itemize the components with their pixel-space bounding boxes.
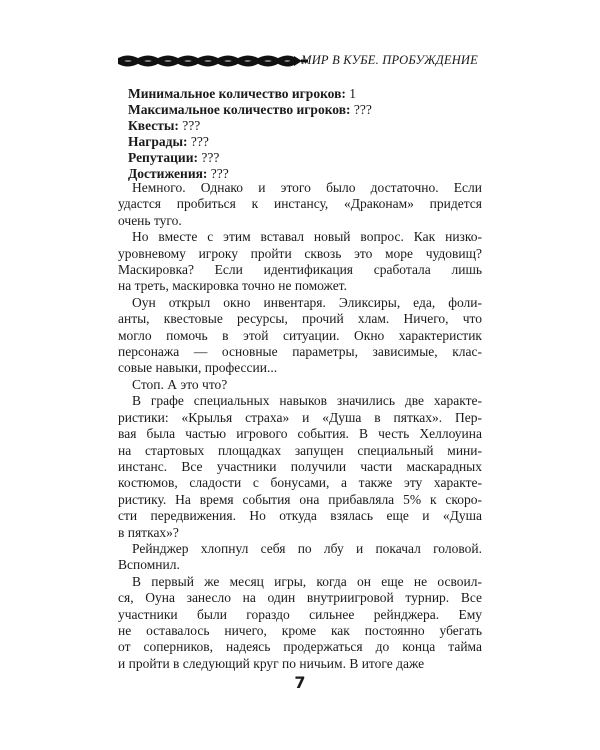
stat-label: Максимальное количество игроков: [128,102,351,117]
text-line: совые навыки, профессии... [118,360,278,376]
text-line: В графе специальных навыков значились две характе- [132,393,482,409]
stat-label: Награды: [128,134,188,149]
page-header [118,50,478,72]
text-line: инстанс. Все участники получили части маскарадных [118,458,482,474]
paragraph [118,541,482,574]
stat-line [128,86,468,102]
text-line: могло помочь в этой ситуации. Окно характеристик [118,327,482,343]
text-line: в пятках»? [118,524,179,540]
text-line: ся, Оуна занесло на один внутриигровой турнир. Все [118,590,482,606]
text-line: от соперников, надеясь продержаться до конца тайма [118,639,482,655]
stat-line [128,118,468,134]
text-line: Немного. Однако и этого было достаточно. Если [132,180,482,195]
paragraph [118,574,482,672]
text-line: очень туго. [118,212,182,228]
braided-rope-icon [118,54,308,68]
instance-stats [128,86,468,182]
text-line: не оставалось ничего, кроме как постоянно убегать [118,622,482,638]
stat-value: ??? [197,150,220,165]
text-line: сти передвижения. Но откуда взялась еще и «Душа [118,508,482,524]
stat-value: 1 [345,86,356,101]
stat-line [128,150,468,166]
text-line: В первый же месяц игры, когда он еще не освоил- [132,573,482,589]
text-line: вая была частью игрового события. В честь Хеллоуина [118,426,482,442]
text-line: ристику. На время события она прибавляла 5% к скоро- [118,491,482,507]
page-number: 7 [294,673,306,692]
body-text [118,180,482,672]
stat-value: ??? [187,134,209,149]
text-line: уровневому игроку пройти сквозь это море чудовищ? [118,245,482,261]
text-line: Оун открыл окно инвентаря. Эликсиры, еда, фоли- [132,294,482,310]
paragraph [118,180,482,229]
paragraph [118,229,482,295]
stat-line [128,102,468,118]
text-line: Стоп. А это что? [132,376,228,392]
stat-value: ??? [207,166,229,181]
running-head: МИР В КУБЕ. ПРОБУЖДЕНИЕ [301,53,478,67]
stat-value: ??? [350,102,372,117]
paragraph [118,393,482,541]
paragraph [118,295,482,377]
text-line: Маскировка? Если идентификация сработала лишь [118,262,482,278]
text-line: и пройти в следующий круг по ничьим. В итоге даже [118,655,425,671]
text-line: ристики: «Крылья страха» и «Душа в пятках». Пер- [118,409,482,425]
text-line: костюмов, сладости с бонусами, а также эту характе- [118,475,482,491]
text-line: на стартовых площадках запущен специальный мини- [118,442,482,458]
stat-label: Достижения: [128,166,208,181]
text-line: Рейнджер хлопнул себя по лбу и покачал головой. [132,540,482,556]
text-line: участники были гораздо сильнее рейнджера. Ему [118,606,482,622]
stat-value: ??? [178,118,201,133]
paragraph [118,377,482,393]
stat-line [128,134,468,150]
stat-label: Минимальное количество игроков: [128,86,346,101]
text-line: на треть, маскировка точно не поможет. [118,278,347,294]
text-line: персонажа — основные параметры, зависимые, клас- [118,344,482,360]
text-line: Вспомнил. [118,557,180,573]
stat-label: Репутации: [128,150,198,165]
text-line: Но вместе с этим вставал новый вопрос. Как низко- [132,229,482,245]
stat-label: Квесты: [128,118,179,133]
text-line: удастся пробиться к инстансу, «Драконам» придется [118,196,482,212]
text-line: анты, квестовые ресурсы, прочий хлам. Ничего, что [118,311,482,327]
